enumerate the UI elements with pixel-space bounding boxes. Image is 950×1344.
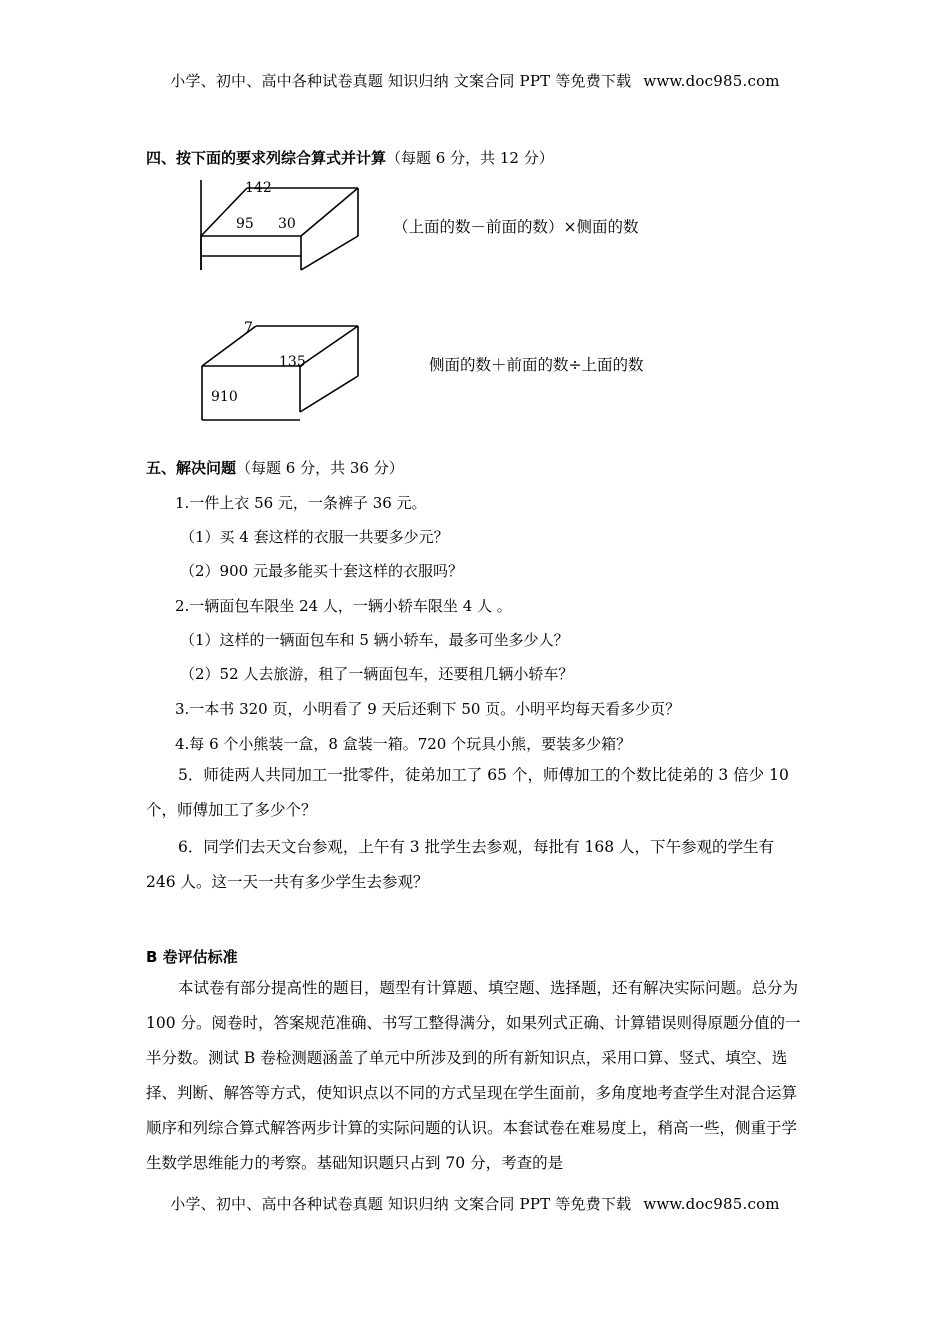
problem-5 [146, 758, 806, 828]
page-footer [0, 1193, 950, 1214]
problem-2: 2.一辆面包车限坐 24 人，一辆小轿车限坐 4 人 。 [175, 597, 512, 615]
problem-1-part-1: （1）买 4 套这样的衣服一共要多少元？ [180, 528, 449, 546]
b-section-title: B 卷评估标准 [146, 948, 238, 966]
section5-note: （每题 6 分，共 36 分） [236, 459, 404, 477]
header-site: www.doc985.com [643, 72, 780, 90]
problem-4: 4.每 6 个小熊装一盒，8 盒装一箱。720 个玩具小熊，要装多少箱？ [175, 735, 632, 753]
box-1-top-number: 142 [245, 180, 272, 196]
box-2-side-number: 135 [279, 354, 306, 370]
problem-5-text: 5．师徒两人共同加工一批零件，徒弟加工了 65 个，师傅加工的个数比徒弟的 3 倍少 10 个，师傅加工了多少个？ [146, 766, 789, 819]
box-1-front-number-2: 30 [278, 216, 296, 232]
problem-1-part-2: （2）900 元最多能买十套这样的衣服吗？ [180, 562, 463, 580]
header-text: 小学、初中、高中各种试卷真题 知识归纳 文案合同 PPT 等免费下载 [170, 72, 632, 90]
section4-heading [146, 147, 554, 168]
box-diagram-2 [190, 318, 370, 428]
box-1-formula: （上面的数－前面的数）×侧面的数 [393, 218, 639, 236]
section4-title: 四、按下面的要求列综合算式并计算 [146, 149, 387, 167]
problem-3: 3.一本书 320 页，小明看了 9 天后还剩下 50 页。小明平均每天看多少页？ [175, 700, 681, 718]
problem-2-part-2: （2）52 人去旅游，租了一辆面包车，还要租几辆小轿车？ [180, 665, 574, 683]
b-section-text: 本试卷有部分提高性的题目，题型有计算题、填空题、选择题，还有解决实际问题。总分为 100 分。阅卷时，答案规范准确、书写工整得满分，如果列式正确、计算错误则得原题分值的一半分数。测试 B 卷检测题涵盖了单元中所涉及到的所有新知识点，采用口算、竖式、填空、选择、判断、解答等方式，使知识点以不同的方式呈现在学生面前，多角度地考查学生对混合运算顺序和列综合算式解答两步计算的实际问题的认识。本套试卷在难易度上，稍高一些，侧重于学生数学思维能力的考察。基础知识题只占到 70 分，考查的是 [146, 979, 801, 1172]
section4-note: （每题 6 分，共 12 分） [386, 149, 554, 167]
box-2-formula: 侧面的数＋前面的数÷上面的数 [429, 356, 644, 374]
box-2-top-number: 7 [244, 320, 253, 336]
problem-6 [146, 830, 806, 900]
box-1-front-number-1: 95 [236, 216, 254, 232]
box-diagram-1 [190, 180, 370, 275]
section5-heading [146, 457, 404, 478]
box-2-drawing [190, 318, 370, 428]
problem-6-text: 6．同学们去天文台参观，上午有 3 批学生去参观，每批有 168 人，下午参观的学生有 246 人。这一天一共有多少学生去参观？ [146, 838, 775, 891]
page-header [0, 70, 950, 91]
footer-site: www.doc985.com [643, 1195, 780, 1213]
box-2-front-number: 910 [211, 389, 238, 405]
section5-title: 五、解决问题 [146, 459, 237, 477]
problem-1: 1.一件上衣 56 元，一条裤子 36 元。 [175, 494, 427, 512]
footer-text: 小学、初中、高中各种试卷真题 知识归纳 文案合同 PPT 等免费下载 [170, 1195, 632, 1213]
problem-2-part-1: （1）这样的一辆面包车和 5 辆小轿车，最多可坐多少人？ [180, 631, 569, 649]
b-section-body [146, 971, 806, 1181]
